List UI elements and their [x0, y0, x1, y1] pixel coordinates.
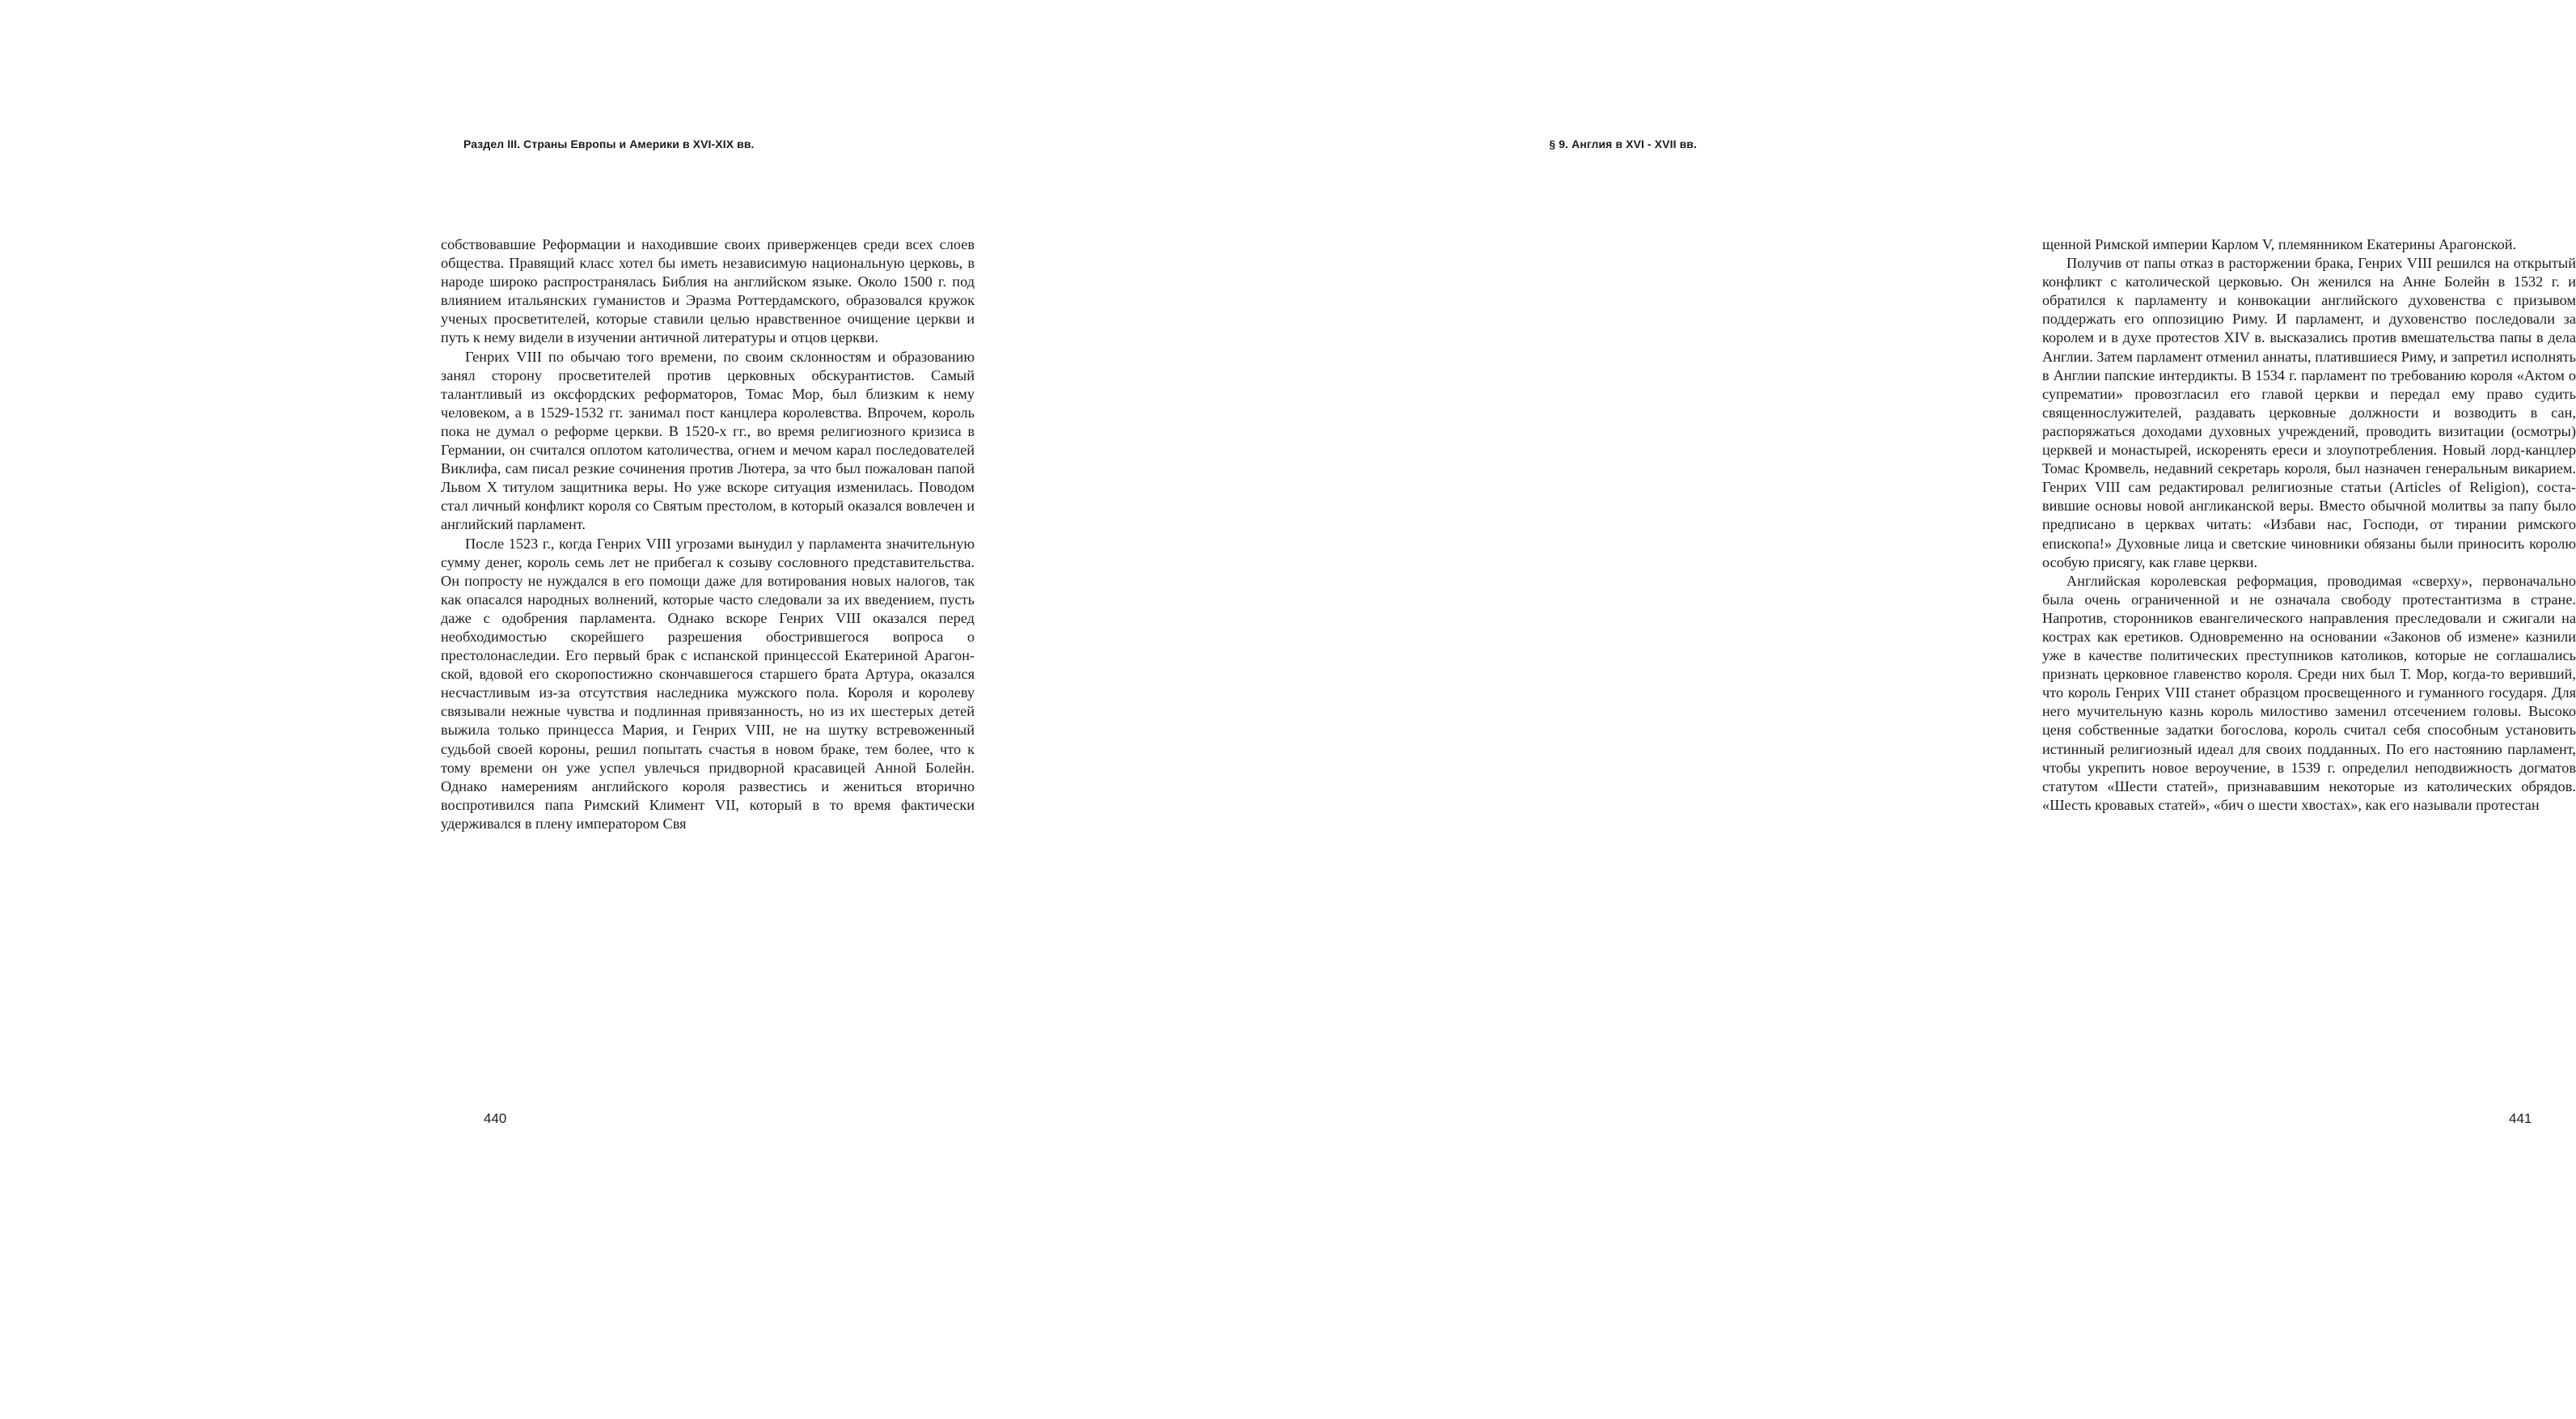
right-page-number: 441	[2509, 1111, 2532, 1126]
left-running-head: Раздел III. Страны Европы и Америки в XVI-XIX вв.	[463, 138, 755, 150]
paragraph: Генрих VIII по обычаю того времени, по своим склонностям и образованию занял сторону просветителей против церковных обскурантистов. Самый талантливый из оксфордских реформаторов, Томас Мор, был близким к нему человеком, а в 1529-1532 гг. занимал пост канцлера королевства. Впрочем, король пока не думал о реформе церкви. В 1520-х гг., во время религиозного кризиса в Германии, он считался оплотом католичества, огнем и мечом карал последователей Виклифа, сам писал резкие сочинения против Лютера, за что был пожалован папой Львом X титулом защитника веры. Но уже вскоре ситуация изменилась. Поводом стал личный конфликт короля со Святым престолом, в который оказался вовлечен и английский парламент.	[441, 348, 975, 533]
left-page	[0, 0, 1003, 1419]
left-page-number: 440	[484, 1111, 507, 1126]
left-body-text	[441, 235, 975, 833]
right-body-text	[2042, 235, 2576, 815]
paragraph: После 1523 г., когда Генрих VIII угрозами вынудил у парламента значительную сумму денег, король семь лет не прибегал к созыву сословного представительства. Он попросту не нуждался в его помощи даже для вотирования новых налогов, так как опасался народных волнений, которые часто следовали за их введением, пусть даже с одобрения парламента. Однако вскоре Генрих VIII оказался перед необходимостью скорейшего разрешения обострившегося вопроса о престолонаследии. Его первый брак с испанской принцессой Екатериной Арагонской, вдовой его скоропостижно скончавшегося старшего брата Артура, оказался несчастливым из-за отсутствия наследника мужского пола. Короля и королеву связывали нежные чувства и подлинная привязанность, но из их шестерых детей выжила только принцесса Мария, и Генрих VIII, не на шутку встревоженный судьбой своей короны, решил попытать счастья в новом браке, тем более, что к тому времени он уже успел увлечься придворной красавицей Анной Болейн. Однако намерениям английского короля развестись и жениться вторично воспротивился папа Римский Климент VII, который в то время фактически удерживался в плену императором Свя	[441, 535, 975, 832]
right-page	[1003, 0, 2576, 1419]
paragraph: Английская королевская реформация, проводимая «сверху», первоначально была очень ограниченной и не означала свободу протестантизма в стране. Напротив, сторонников евангелического направления преследовали и сжигали на кострах как еретиков. Одновременно на основании «Законов об измене» казнили уже в качестве политических преступников католиков, которые не соглашались признать церковное главенство короля. Среди них был Т. Мор, когда-то веривший, что король Генрих VIII станет образцом просвещенного и гуманного государя. Для него мучительную казнь король милостиво заменил отсечением головы. Высоко ценя собственные задатки богослова, король считал себя способным установить истинный религиозный идеал для своих подданных. По его настоянию парламент, чтобы укрепить новое вероучение, в 1539 г. определил неподвижность догматов статутом «Шести статей», признававшим некоторые из католических обрядов. «Шесть кровавых статей», «бич о шести хвостах», как его называли протестан	[2042, 572, 2576, 813]
right-running-head: § 9. Англия в XVI - XVII вв.	[1549, 138, 1697, 150]
paragraph: щенной Римской империи Карлом V, племянником Екатерины Арагонской.	[2042, 236, 2517, 252]
paragraph: собствовавшие Реформации и находившие своих приверженцев среди всех слоев общества. Правящий класс хотел бы иметь независимую национальную церковь, в народе широко распространялась Библия на английском языке. Около 1500 г. под влиянием итальянских гуманистов и Эразма Роттердамского, образовался кружок ученых просветителей, которые ставили целью нравственное очищение церкви и путь к нему видели в изучении античной литературы и отцов церкви.	[441, 236, 975, 346]
paragraph: Получив от папы отказ в расторжении брака, Генрих VIII решился на открытый конфликт с католической церковью. Он женился на Анне Болейн в 1532 г. и обратился к парламенту и конвокации английского духовенства с призывом поддержать его оппозицию Риму. И парламент, и духовенство последовали за королем и в духе протестов XIV в. высказались против вмешательства папы в дела Англии. Затем парламент отменил аннаты, платившиеся Риму, и запретил исполнять в Англии папские интердикты. В 1534 г. парламент по требованию короля «Актом о супрематии» провозгласил его главой церкви и передал ему право судить священнослужителей, раздавать церковные должности и возводить в сан, распоряжаться доходами духовных учреждений, проводить визитации (осмотры) церквей и монастырей, искоренять ереси и злоупотребления. Новый лорд-канцлер Томас Кромвель, недавний секретарь короля, был назначен генеральным викарием. Генрих VIII сам редактировал религиозные статьи (Articles of Religion), составившие основы новой англиканской веры. Вместо обычной молитвы за папу было предписано в церквах читать: «Избави нас, Господи, от тирании римского епископа!» Духовные лица и светские чиновники обязаны были приносить королю особую присягу, как главе церкви.	[2042, 255, 2576, 570]
